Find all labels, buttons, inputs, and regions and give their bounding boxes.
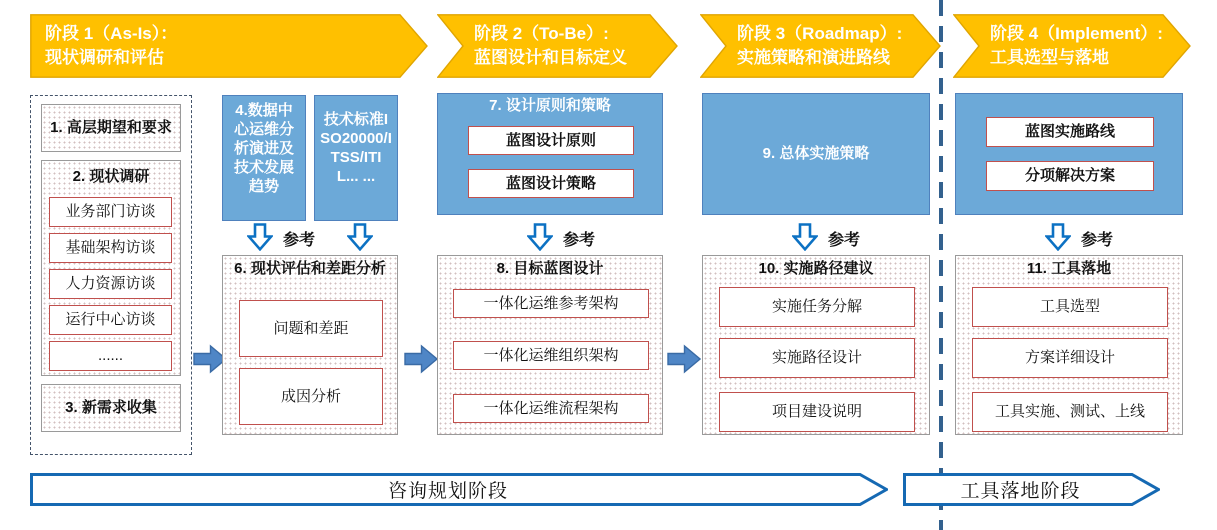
consulting-stage-arrow bbox=[30, 473, 888, 506]
target-blueprint-section bbox=[437, 255, 663, 435]
reference-label: 参考 bbox=[828, 232, 861, 249]
phase1-banner-line1: 阶段 1（As-Is）： bbox=[45, 24, 178, 44]
landing-item-tool-selection: 工具选型 bbox=[972, 287, 1168, 327]
phase4-banner-line2: 工具选型与落地 bbox=[990, 48, 1109, 67]
phase1-banner bbox=[30, 14, 428, 78]
flow-arrow-2-icon bbox=[404, 344, 438, 374]
phase2-banner bbox=[437, 14, 678, 78]
reference-label: 参考 bbox=[283, 232, 316, 249]
survey-item-infrastructure: 基础架构访谈 bbox=[49, 233, 172, 263]
reference-down-arrow-icon bbox=[527, 223, 553, 251]
assessment-item-causes: 成因分析 bbox=[239, 368, 383, 425]
dc-trends-box: 4.数据中心运维分析演进及技术发展趋势 bbox=[222, 95, 306, 221]
flow-arrow-3-icon bbox=[667, 344, 701, 374]
survey-item-business: 业务部门访谈 bbox=[49, 197, 172, 227]
survey-title: 2. 现状调研 bbox=[72, 168, 150, 185]
reference-down-arrow-icon bbox=[247, 223, 273, 251]
tool-landing-title: 11. 工具落地 bbox=[1026, 260, 1112, 277]
phase3-banner bbox=[700, 14, 941, 78]
blueprint-item-org-arch: 一体化运维组织架构 bbox=[453, 341, 649, 370]
survey-item-operations: 运行中心访谈 bbox=[49, 305, 172, 335]
reference-down-arrow-icon bbox=[347, 223, 373, 251]
phase2-banner-line1: 阶段 2（To-Be）: bbox=[474, 24, 609, 44]
phase1-banner-line2: 现状调研和评估 bbox=[45, 48, 164, 67]
phase3-banner-line1: 阶段 3（Roadmap）: bbox=[737, 24, 903, 44]
implementation-path-section bbox=[702, 255, 930, 435]
survey-item-hr: 人力资源访谈 bbox=[49, 269, 172, 299]
principles-item-blueprint-strategy: 蓝图设计策略 bbox=[468, 169, 634, 198]
assessment-title: 6. 现状评估和差距分析 bbox=[234, 260, 386, 277]
current-state-panel bbox=[30, 95, 192, 455]
survey-item-more: ...... bbox=[49, 341, 172, 371]
reference-down-arrow-icon bbox=[792, 223, 818, 251]
reference-label: 参考 bbox=[563, 232, 596, 249]
design-principles-title: 7. 设计原则和策略 bbox=[489, 97, 611, 114]
phase4-banner-line1: 阶段 4（Implement）: bbox=[990, 24, 1163, 44]
phase4-banner bbox=[953, 14, 1191, 78]
consulting-stage-label: 咨询规划阶段 bbox=[387, 481, 508, 502]
survey-box bbox=[41, 160, 181, 376]
tech-standards-box: 技术标准ISO20000/ITSS/ITIL... ... bbox=[314, 95, 398, 221]
blueprint-item-process-arch: 一体化运维流程架构 bbox=[453, 394, 649, 423]
reference-label: 参考 bbox=[1081, 232, 1114, 249]
tool-landing-section bbox=[955, 255, 1183, 435]
assessment-section bbox=[222, 255, 398, 435]
reference-down-arrow-icon bbox=[1045, 223, 1071, 251]
input-item-blueprint-roadmap: 蓝图实施路线 bbox=[986, 117, 1154, 147]
landing-item-implement-test-launch: 工具实施、测试、上线 bbox=[972, 392, 1168, 432]
tooling-stage-label: 工具落地阶段 bbox=[960, 481, 1081, 502]
phase2-banner-line2: 蓝图设计和目标定义 bbox=[474, 48, 627, 67]
path-item-task-breakdown: 实施任务分解 bbox=[719, 287, 915, 327]
blueprint-item-reference-arch: 一体化运维参考架构 bbox=[453, 289, 649, 318]
path-item-path-design: 实施路径设计 bbox=[719, 338, 915, 378]
phase-divider-dashed-line bbox=[939, 0, 943, 530]
new-requirements-box: 3. 新需求收集 bbox=[41, 384, 181, 432]
phase3-banner-line2: 实施策略和演进路线 bbox=[737, 48, 890, 67]
assessment-item-gaps: 问题和差距 bbox=[239, 300, 383, 357]
path-item-project-description: 项目建设说明 bbox=[719, 392, 915, 432]
principles-item-blueprint-principles: 蓝图设计原则 bbox=[468, 126, 634, 155]
target-blueprint-title: 8. 目标蓝图设计 bbox=[496, 260, 604, 277]
tooling-stage-arrow bbox=[903, 473, 1160, 506]
input-item-sub-solutions: 分项解决方案 bbox=[986, 161, 1154, 191]
implementation-path-title: 10. 实施路径建议 bbox=[758, 260, 874, 277]
expectations-box: 1. 高层期望和要求 bbox=[41, 104, 181, 152]
tooling-inputs-section bbox=[955, 93, 1183, 215]
landing-item-detailed-design: 方案详细设计 bbox=[972, 338, 1168, 378]
design-principles-section bbox=[437, 93, 663, 215]
overall-strategy-box: 9. 总体实施策略 bbox=[702, 93, 930, 215]
